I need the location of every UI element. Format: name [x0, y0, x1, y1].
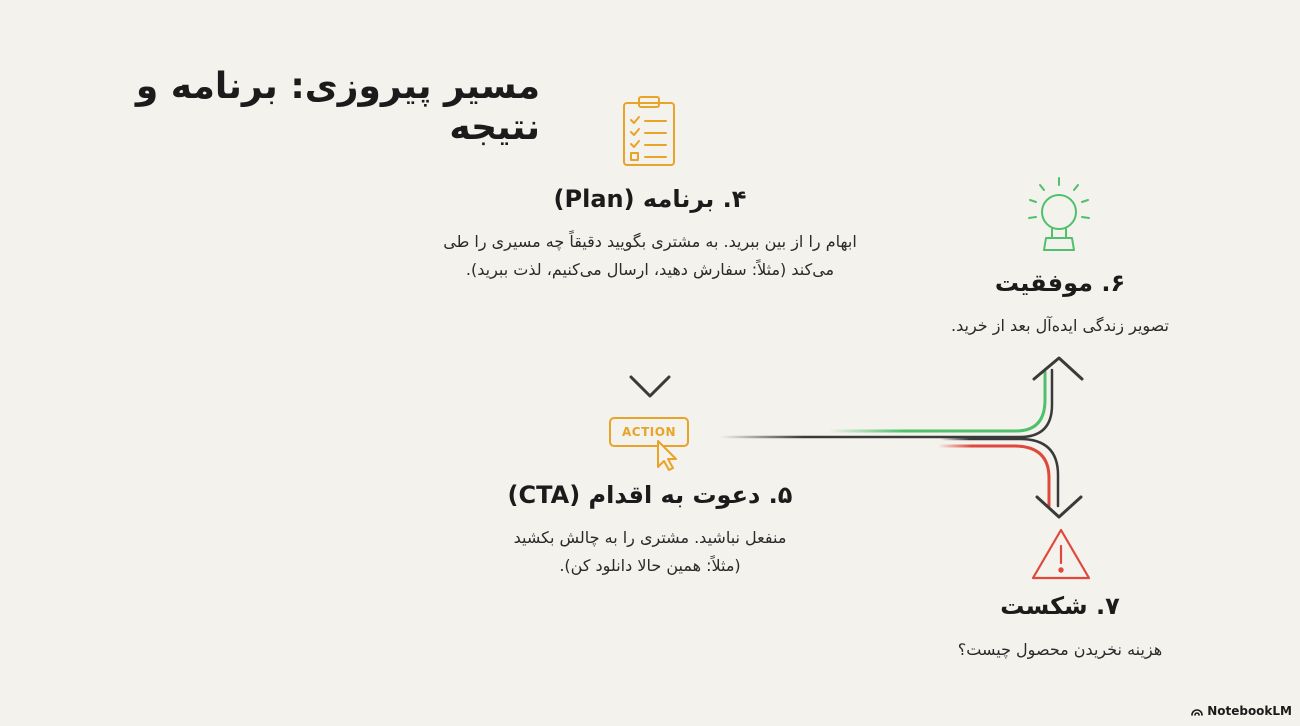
- notebooklm-label: NotebookLM: [1207, 704, 1292, 718]
- plan-to-cta-arrow: [631, 300, 669, 396]
- warning-triangle-icon: [1030, 527, 1092, 581]
- success-heading: ۶. موفقیت: [994, 269, 1126, 297]
- failure-description: هزینه نخریدن محصول چیست؟: [957, 640, 1163, 659]
- cta-to-success-path: [720, 358, 1082, 437]
- success-description: تصویر زندگی ایده‌آل بعد از خرید.: [951, 316, 1169, 335]
- plan-description-line-2: می‌کند (مثلاً: سفارش دهید، ارسال می‌کنیم، لذت ببرید).: [465, 260, 835, 279]
- cta-to-failure-path: [938, 439, 1081, 517]
- cta-heading: ۵. دعوت به اقدام (CTA): [507, 481, 793, 509]
- trophy-lightbulb-icon: [1024, 174, 1094, 258]
- clipboard-checklist-icon: [620, 94, 678, 168]
- notebooklm-branding: [1191, 704, 1292, 718]
- cta-description-line-1: منفعل نباشید. مشتری را به چالش بکشید: [513, 528, 787, 547]
- plan-description-line-1: ابهام را از بین ببرید. به مشتری بگویید دقیقاً چه مسیری را طی: [443, 232, 857, 251]
- cta-description-line-2: (مثلاً: همین حالا دانلود کن).: [559, 556, 741, 575]
- plan-heading: ۴. برنامه (Plan): [553, 185, 747, 213]
- action-button-label: ACTION: [622, 425, 676, 439]
- failure-heading: ۷. شکست: [1000, 592, 1120, 620]
- notebooklm-logo-icon: [1191, 706, 1203, 716]
- page-title: مسیر پیروزی: برنامه و نتیجه: [135, 66, 540, 148]
